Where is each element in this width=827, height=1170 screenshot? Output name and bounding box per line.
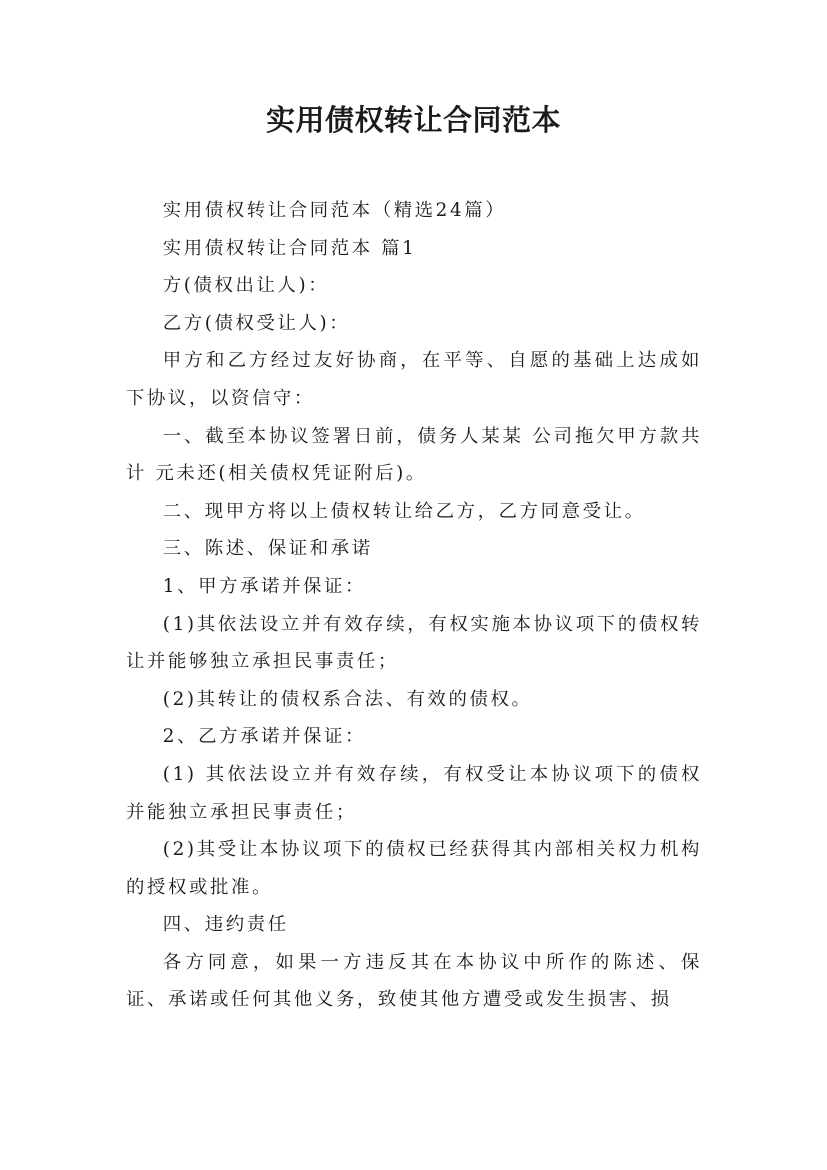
paragraph-party-a-promise: 1、甲方承诺并保证： — [162, 575, 367, 597]
document-body — [126, 192, 702, 1019]
paragraph-clause-1: 一、截至本协议签署日前，债务人某某 公司拖欠甲方款共计 元未还(相关债权凭证附后)。 — [126, 425, 702, 485]
paragraph-liability: 各方同意，如果一方违反其在本协议中所作的陈述、保证、承诺或任何其他义务，致使其他方遭受或发生损害、损 — [126, 951, 702, 1011]
paragraph-party-a-item-1: (1)其依法设立并有效存续，有权实施本协议项下的债权转让并能够独立承担民事责任； — [126, 613, 702, 673]
paragraph-party-a-item-2: (2)其转让的债权系合法、有效的债权。 — [162, 688, 533, 710]
paragraph-party-b: 乙方(债权受让人)： — [162, 312, 351, 334]
paragraph-preamble: 甲方和乙方经过友好协商，在平等、自愿的基础上达成如下协议，以资信守： — [126, 350, 702, 409]
paragraph-clause-2: 二、现甲方将以上债权转让给乙方，乙方同意受让。 — [162, 500, 646, 522]
paragraph-section-heading: 实用债权转让合同范本 篇1 — [162, 237, 417, 259]
paragraph-clause-3-heading: 三、陈述、保证和承诺 — [162, 538, 373, 560]
paragraph-party-b-item-2: (2)其受让本协议项下的债权已经获得其内部相关权力机构的授权或批准。 — [126, 839, 702, 898]
paragraph-clause-4-heading: 四、违约责任 — [162, 914, 289, 936]
paragraph-party-b-item-1: (1) 其依法设立并有效存续，有权受让本协议项下的债权并能独立承担民事责任； — [126, 763, 702, 823]
document-title: 实用债权转让合同范本 — [265, 103, 561, 137]
paragraph-party-b-promise: 2、乙方承诺并保证： — [162, 726, 367, 748]
paragraph-party-a: 方(债权出让人)： — [162, 275, 330, 297]
paragraph-subtitle: 实用债权转让合同范本（精选24篇） — [162, 200, 507, 221]
